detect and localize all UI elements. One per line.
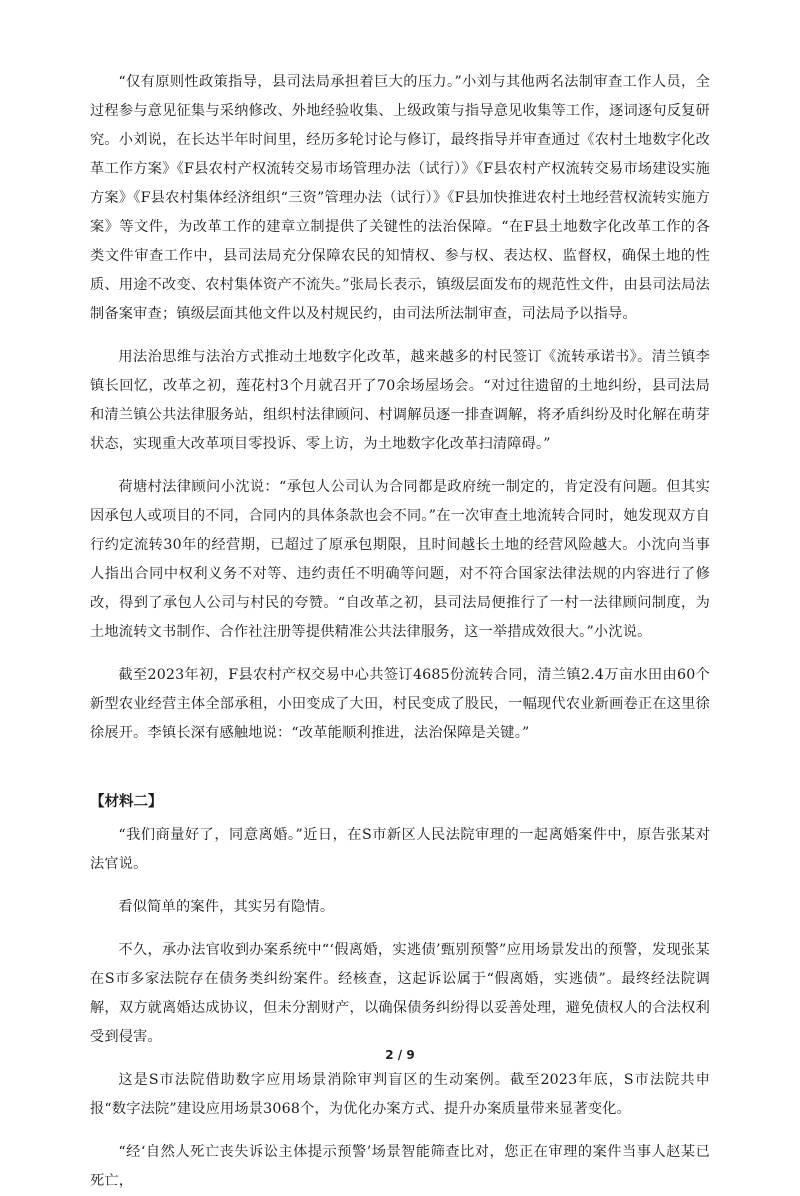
paragraph: “仅有原则性政策指导，县司法局承担着巨大的压力。”小刘与其他两名法制审查工作人员，全过程参与意见征集与采纳修改、外地经验收集、上级政策与指导意见收集等工作，逐词逐句反复研究。小刘说，在长达半年时间里，经历多轮讨论与修订，最终指导并审查通过《农村土地数字化改革工作方案》《F县农村产权流转交易市场管理办法（试行）》《F县农村产权流转交易市场建设实施方案》《F县农村集体经济组织“三资”管理办法（试行）》《F县加快推进农村土地经营权流转实施方案》等文件，为改革工作的建章立制提供了关键性的法治保障。“在F县土地数字化改革工作的各类文件审查工作中，县司法局充分保障农民的知情权、参与权、表达权、监督权，确保土地的性质、用途不改变、农村集体资产不流失。”张局长表示，镇级层面发布的规范性文件，由县司法局法制备案审查；镇级层面其他文件以及村规民约，由司法所法制审查，司法局予以指导。 [90, 74, 710, 322]
paragraph: “我们商量好了，同意离婚。”近日，在S市新区人民法院审理的一起离婚案件中，原告张某对法官说。 [90, 827, 710, 872]
paragraph: 用法治思维与法治方式推动土地数字化改革，越来越多的村民签订《流转承诺书》。清兰镇李镇长回忆，改革之初，莲花村3个月就召开了70余场屋场会。“对过往遗留的土地纠纷，县司法局和清兰镇公共法律服务站，组织村法律顾问、村调解员逐一排查调解，将矛盾纠纷及时化解在萌芽状态，实现重大改革项目零投诉、零上访，为土地数字化改革扫清障碍。” [90, 349, 710, 452]
material-one-body [90, 68, 710, 748]
paragraph: 荷塘村法律顾问小沈说：“承包人公司认为合同都是政府统一制定的，肯定没有问题。但其实因承包人或项目的不同，合同内的具体条款也会不同。”在一次审查土地流转合同时，她发现双方自行约定流转30年的经营期，已超过了原承包期限，且时间越长土地的经营风险越大。小沈向当事人指出合同中权利义务不对等、违约责任不明确等问题，对不符合国家法律法规的内容进行了修改，得到了承包人公司与村民的夸赞。“自改革之初，县司法局便推行了一村一法律顾问制度，为土地流转文书制作、合作社注册等提供精准公共法律服务，这一举措成效很大。”小沈说。 [90, 479, 710, 640]
page-number: 2 / 9 [385, 1048, 415, 1062]
paragraph: “经‘自然人死亡丧失诉讼主体提示预警’场景智能筛查比对，您正在审理的案件当事人赵某已死亡， [90, 1144, 710, 1189]
paragraph: 这是S市法院借助数字应用场景消除审判盲区的生动案例。截至2023年底，S市法院共申报“数字法院”建设应用场景3068个，为优化办案方式、提升办案质量带来显著变化。 [90, 1072, 710, 1117]
paragraph: 不久，承办法官收到办案系统中“‘假离婚，实逃债’甄别预警”应用场景发出的预警，发现张某在S市多家法院存在债务类纠纷案件。经核查，这起诉讼属于“假离婚，实逃债”。最终经法院调解，双方就离婚达成协议，但未分割财产，以确保债务纠纷得以妥善处理，避免债权人的合法权利受到侵害。 [90, 942, 710, 1045]
material-two-body [90, 821, 710, 1196]
paragraph: 看似简单的案件，其实另有隐情。 [118, 899, 335, 915]
paragraph: 截至2023年初，F县农村产权交易中心共签订4685份流转合同，清兰镇2.4万亩水田由60个新型农业经营主体全部承租，小田变成了大田，村民变成了股民，一幅现代农业新画卷正在这里徐徐展开。李镇长深有感触地说：“改革能顺利推进，法治保障是关键。” [90, 667, 710, 741]
section-heading: 【材料二】 [90, 794, 163, 810]
